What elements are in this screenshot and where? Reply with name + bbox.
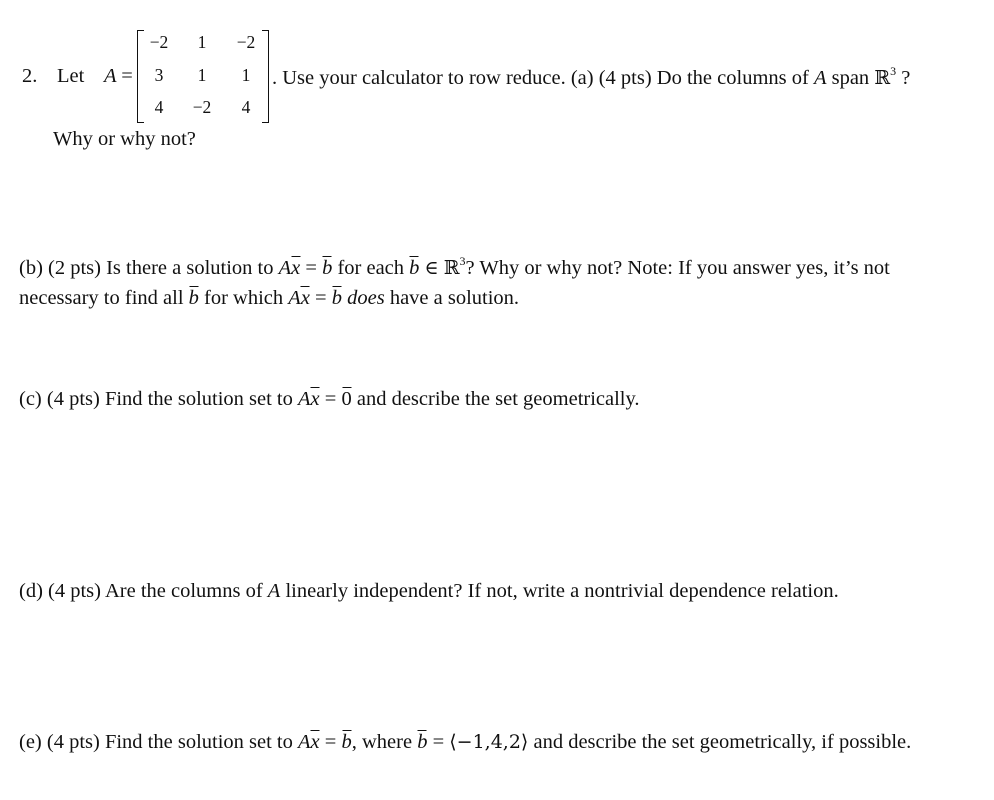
matrix-cell: −2 xyxy=(192,97,212,117)
part-b-text: for each xyxy=(337,256,405,279)
part-d-text: linearly independent? If not, write a nontrivial dependence relation. xyxy=(285,580,839,602)
matrix-cell: 4 xyxy=(154,97,164,117)
emphasis-does: does xyxy=(347,287,385,309)
matrix-variable-ref: A xyxy=(298,388,311,410)
real-numbers-symbol: ℝ xyxy=(874,66,891,89)
equals-sign: = xyxy=(324,731,337,753)
equals-sign: = xyxy=(121,65,133,87)
part-c-text: (c) (4 pts) Find the solution set to xyxy=(19,388,293,410)
vector-x: x xyxy=(291,256,301,279)
exponent-three: 3 xyxy=(890,64,897,78)
matrix-variable xyxy=(104,65,133,88)
matrix-cell: 1 xyxy=(197,32,207,52)
vector-b: b xyxy=(188,287,199,309)
equals-sign: = xyxy=(324,388,337,410)
vector-x: x xyxy=(310,388,320,410)
part-b-line-2 xyxy=(19,287,519,310)
vector-x: x xyxy=(310,731,320,753)
part-c-text: and describe the set geometrically. xyxy=(356,388,640,410)
part-b-text: (b) (2 pts) Is there a solution to xyxy=(19,256,274,279)
part-b-text: for which xyxy=(204,287,284,309)
matrix-variable-ref: A xyxy=(278,256,292,279)
part-b-text: ? Why or why not? Note: If you answer yes, it’s not xyxy=(465,256,890,279)
part-b-line-1 xyxy=(19,255,890,280)
span-word: span xyxy=(831,66,870,89)
matrix-cell: 1 xyxy=(197,65,207,85)
zero-vector: 0 xyxy=(341,388,352,410)
matrix-cell: 4 xyxy=(241,97,251,117)
part-d-question xyxy=(19,580,839,603)
matrix-variable-ref: A xyxy=(298,731,311,753)
matrix-cell: 3 xyxy=(154,65,164,85)
vector-b: b xyxy=(331,287,342,309)
part-c-question xyxy=(19,388,640,411)
vector-b: b xyxy=(322,256,333,279)
matrix-variable-ref: A xyxy=(288,287,301,309)
part-e-question xyxy=(19,731,911,754)
part-a-text: . Use your calculator to row reduce. (a) (4 pts) Do the columns of xyxy=(272,66,809,89)
part-b-text: necessary to find all xyxy=(19,287,184,309)
matrix-cell: −2 xyxy=(149,32,169,52)
equals-sign: = xyxy=(432,731,445,753)
question-mark: ? xyxy=(901,66,911,89)
part-d-text: (d) (4 pts) Are the columns of xyxy=(19,580,263,602)
matrix-cell: 1 xyxy=(241,65,251,85)
equals-sign: = xyxy=(315,287,327,309)
equals-sign: = xyxy=(305,256,317,279)
vector-b: b xyxy=(417,731,428,753)
exponent-three: 3 xyxy=(459,254,466,268)
part-e-text: and describe the set geometrically, if possible. xyxy=(533,731,912,753)
matrix-a xyxy=(137,30,269,123)
problem-number: 2. xyxy=(22,65,38,87)
let-word: Let xyxy=(57,65,85,87)
part-e-text: , where xyxy=(351,731,413,753)
part-b-text: have a solution. xyxy=(389,287,520,309)
matrix-right-bracket xyxy=(262,30,269,123)
vector-x: x xyxy=(300,287,310,309)
matrix-cell: −2 xyxy=(236,32,256,52)
vector-b: b xyxy=(409,256,420,279)
vector-b: b xyxy=(341,731,352,753)
matrix-variable-letter: A xyxy=(104,65,117,87)
part-a-question xyxy=(272,65,910,90)
matrix-variable-ref: A xyxy=(267,580,281,602)
element-of-symbol: ∈ xyxy=(424,256,439,279)
real-numbers-symbol: ℝ xyxy=(443,256,460,279)
part-e-text: (e) (4 pts) Find the solution set to xyxy=(19,731,293,753)
matrix-variable-ref: A xyxy=(813,66,827,89)
why-line: Why or why not? xyxy=(53,128,196,150)
vector-tuple: ⟨−1,4,2⟩ xyxy=(449,731,529,753)
